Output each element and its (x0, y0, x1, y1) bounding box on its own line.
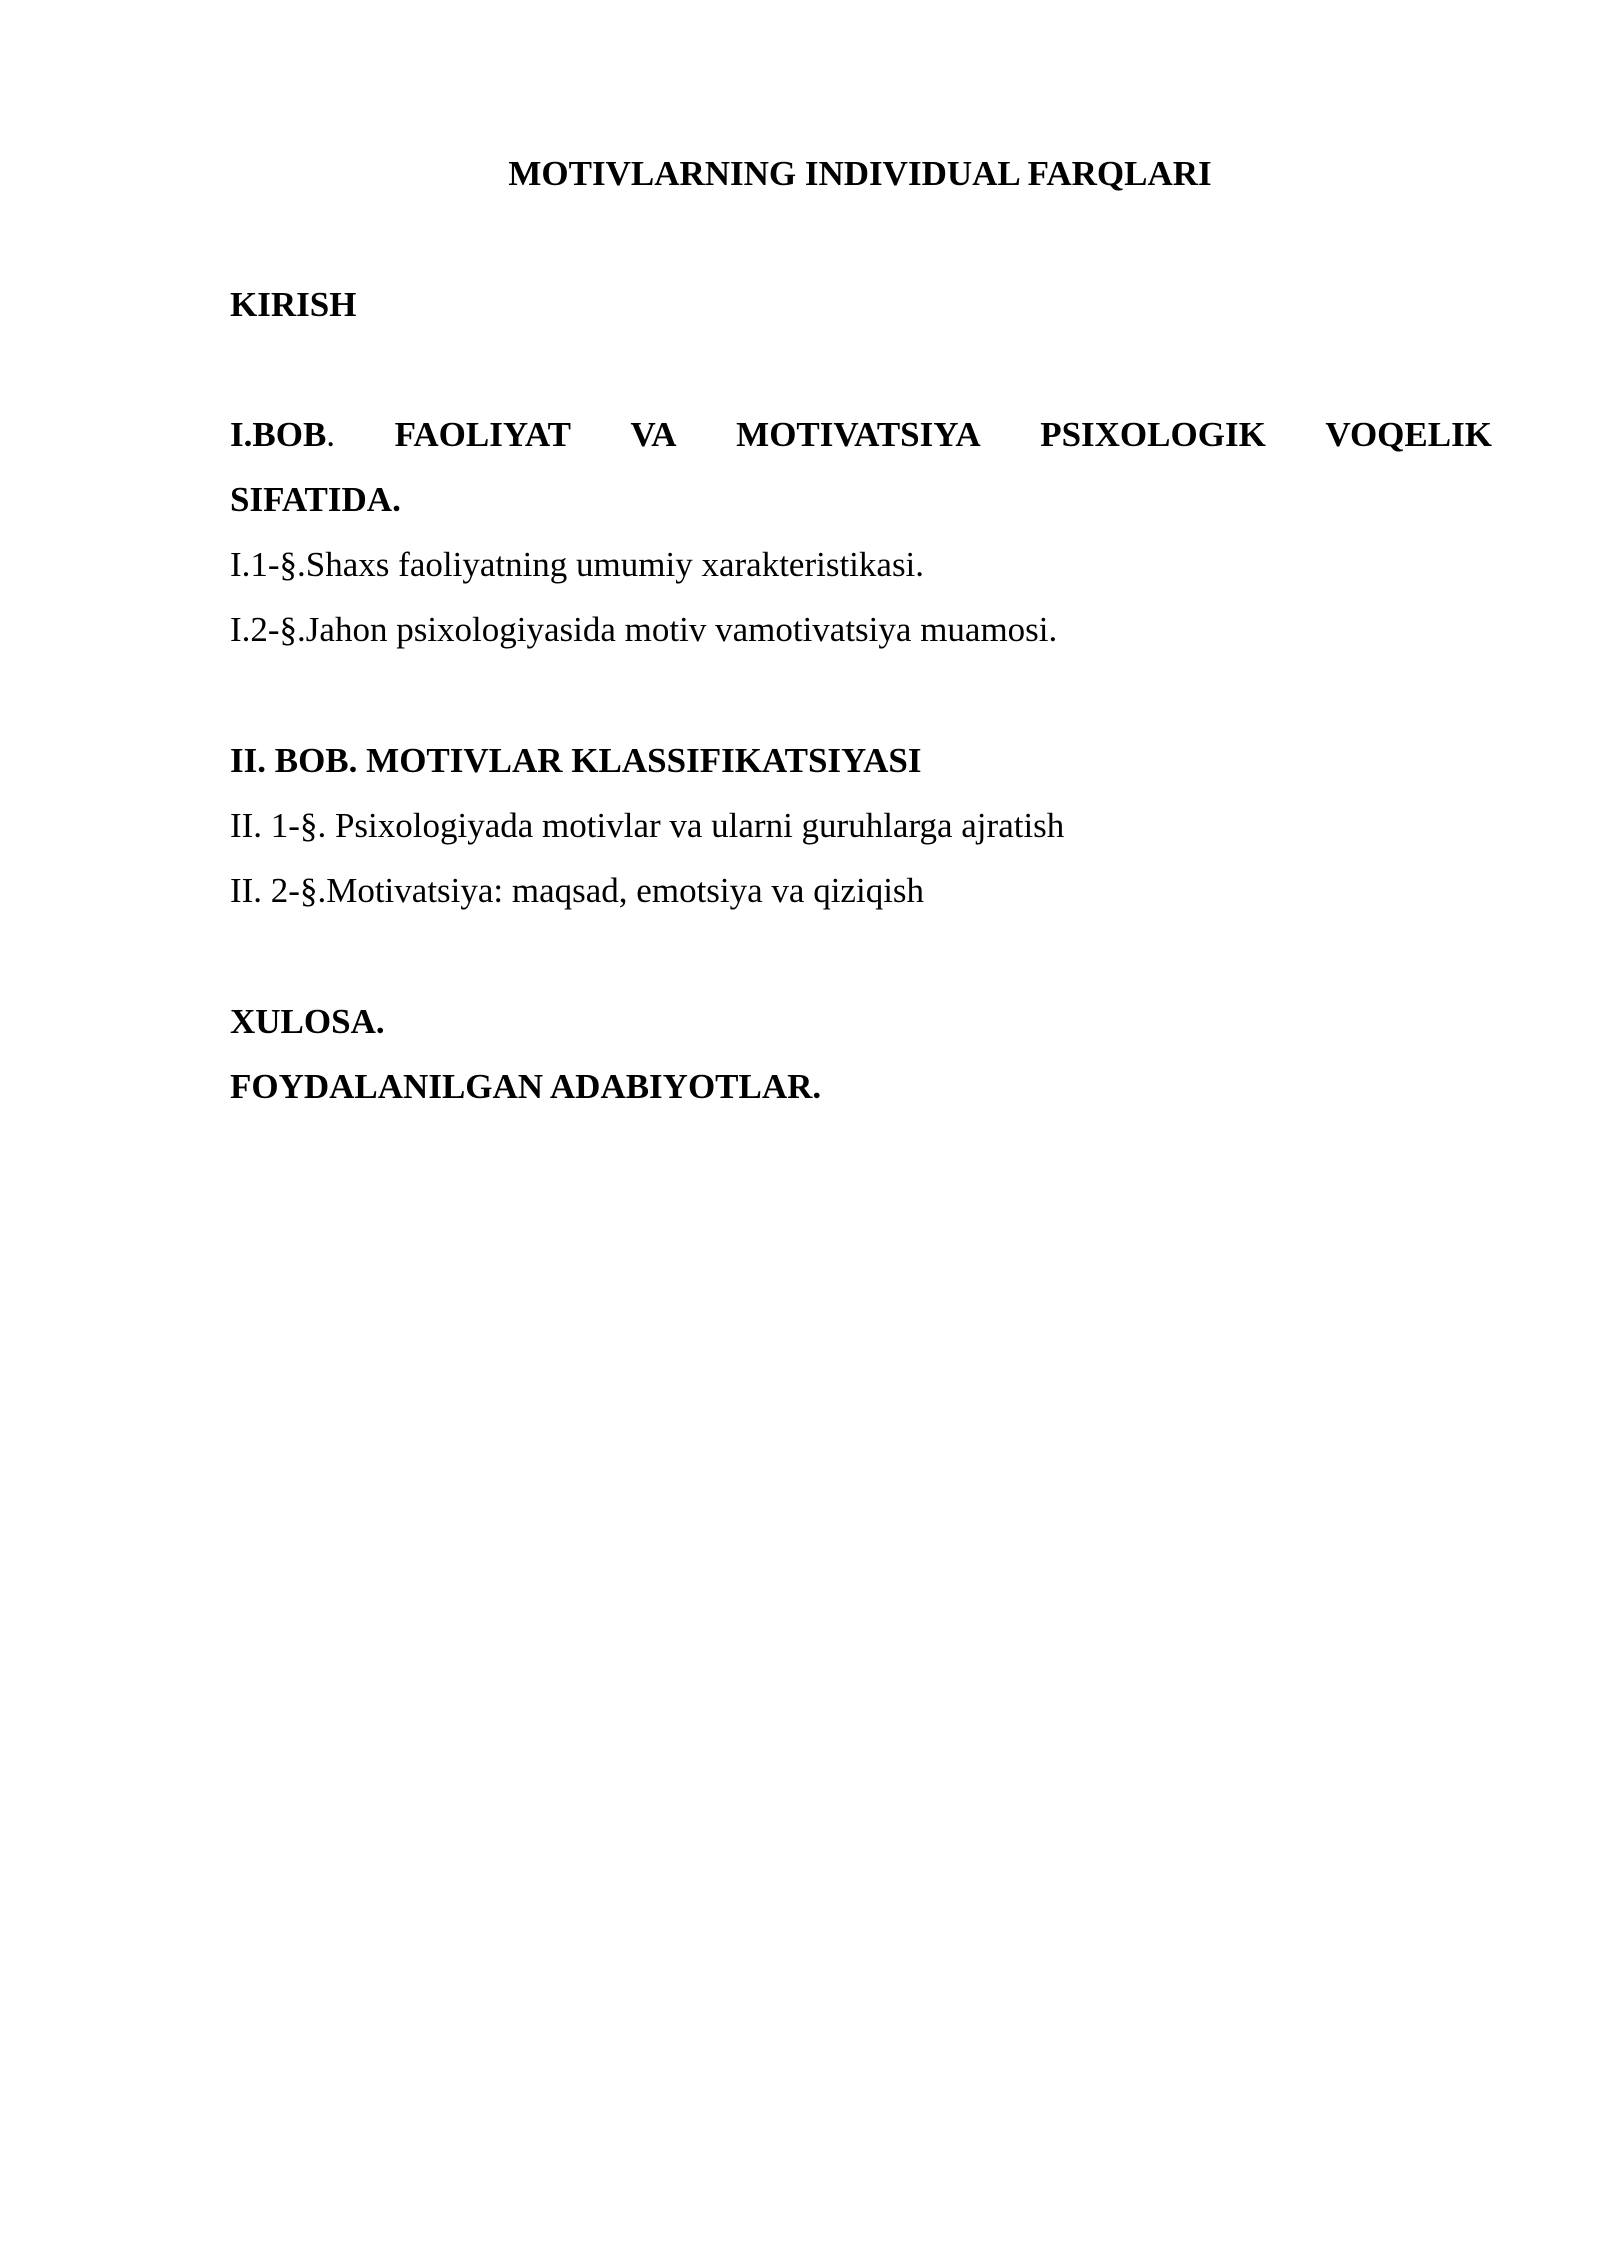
chapter1-number: I.BOB. (230, 415, 336, 454)
document-title: MOTIVLARNING INDIVIDUAL FARQLARI (508, 154, 1212, 193)
toc-section-1-2: I.2-§.Jahon psixologiyasida motiv vamotivatsiya muamosi. (230, 610, 1058, 649)
toc-intro: KIRISH (230, 285, 357, 324)
toc-section-2-2: II. 2-§.Motivatsiya: maqsad, emotsiya va qiziqish (230, 871, 925, 910)
toc-section-1-1: I.1-§.Shaxs faoliyatning umumiy xarakteristikasi. (230, 545, 925, 584)
chapter1-word: PSIXOLOGIK (1040, 415, 1266, 454)
chapter1-word: FAOLIYAT (394, 415, 571, 454)
chapter1-word: VA (630, 415, 677, 454)
toc-chapter1-heading-continuation: SIFATIDA. (230, 480, 401, 519)
chapter1-word: MOTIVATSIYA (736, 415, 981, 454)
toc-chapter1-heading (230, 415, 1492, 455)
toc-section-2-1: II. 1-§. Psixologiyada motivlar va ularni guruhlarga ajratish (230, 806, 1065, 845)
toc-conclusion: XULOSA. (230, 1002, 385, 1041)
chapter1-word: VOQELIK (1325, 415, 1492, 454)
toc-chapter2-heading: II. BOB. MOTIVLAR KLASSIFIKATSIYASI (230, 741, 922, 780)
toc-references: FOYDALANILGAN ADABIYOTLAR. (230, 1067, 822, 1106)
